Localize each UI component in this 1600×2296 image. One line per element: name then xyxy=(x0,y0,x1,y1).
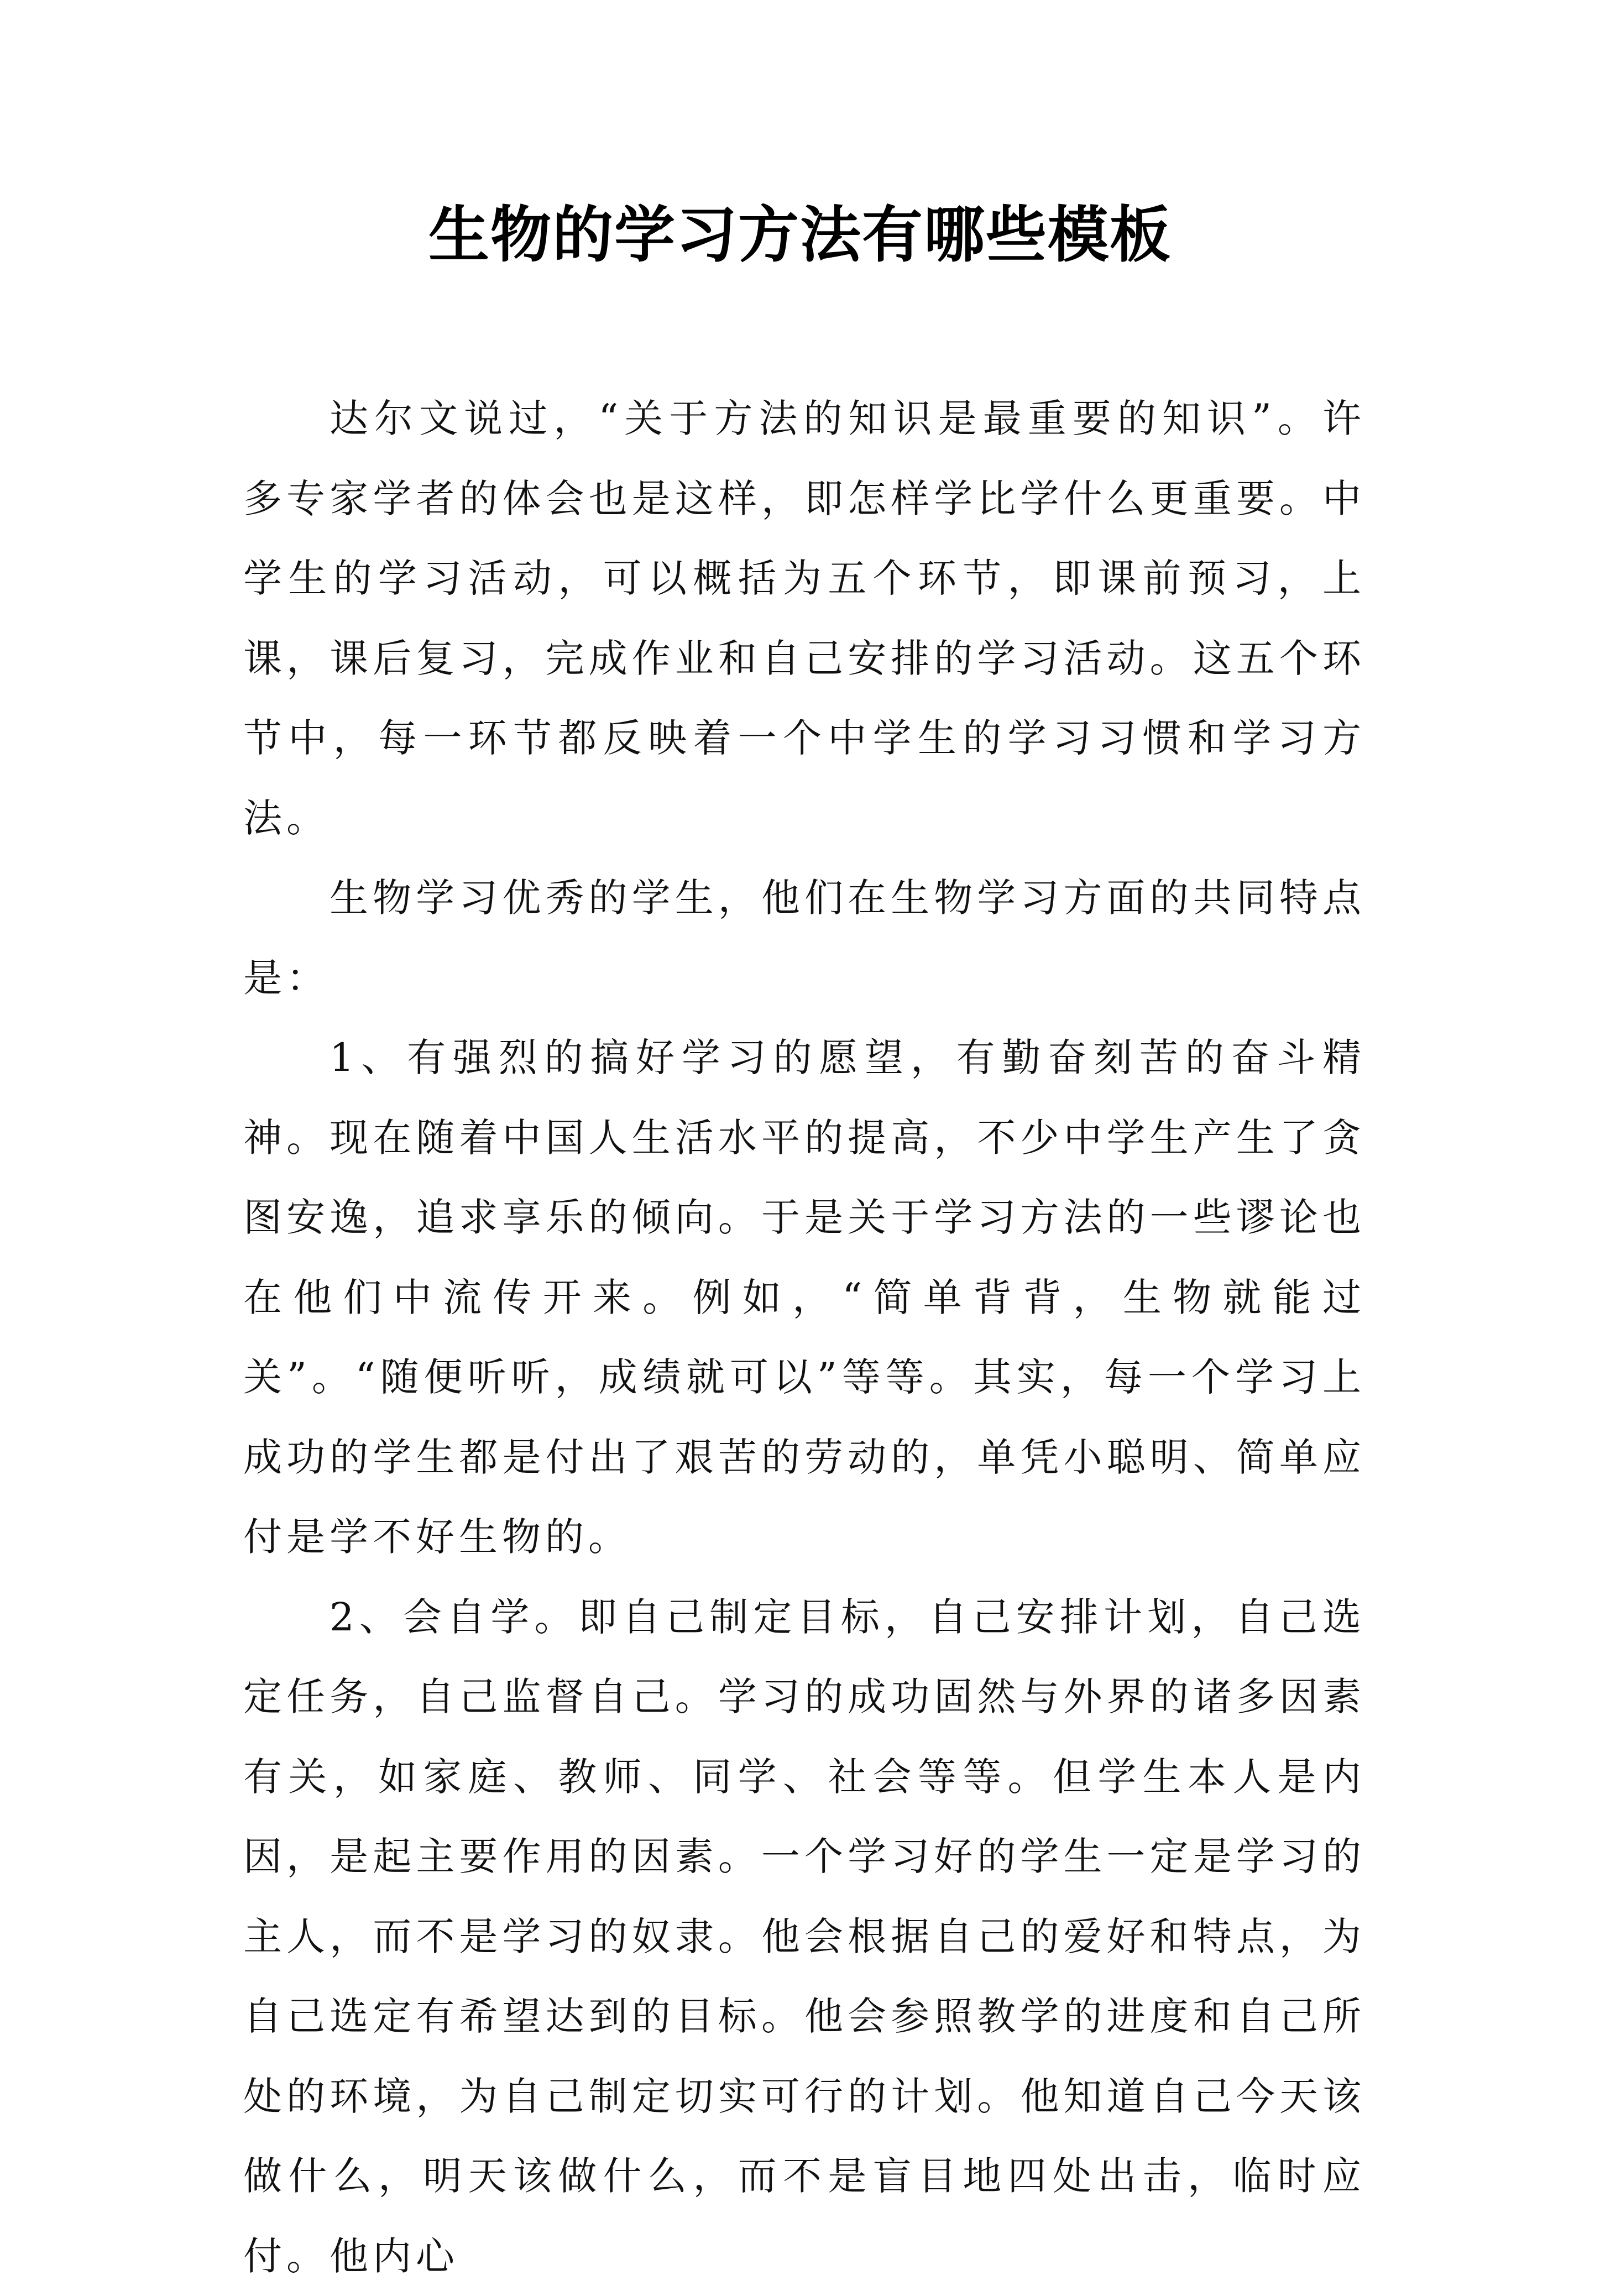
paragraph-common-traits: 生物学习优秀的学生，他们在生物学习方面的共同特点是： xyxy=(243,858,1366,1018)
document-title: 生物的学习方法有哪些模板 xyxy=(0,199,1600,271)
paragraph-point-2: 2、会自学。即自己制定目标，自己安排计划，自己选定任务，自己监督自己。学习的成功固然与外界的诸多因素有关，如家庭、教师、同学、社会等等。但学生本人是内因，是起主要作用的因素。一个学习好的学生一定是学习的主人，而不是学习的奴隶。他会根据自己的爱好和特点，为自己选定有希望达到的目标。他会参照教学的进度和自己所处的环境，为自己制定切实可行的计划。他知道自己今天该做什么，明天该做什么，而不是盲目地四处出击，临时应付。他内心 xyxy=(243,1577,1366,2296)
document-body xyxy=(243,379,1366,2296)
paragraph-intro: 达尔文说过，“关于方法的知识是最重要的知识”。许多专家学者的体会也是这样，即怎样学比学什么更重要。中学生的学习活动，可以概括为五个环节，即课前预习，上课，课后复习，完成作业和自己安排的学习活动。这五个环节中，每一环节都反映着一个中学生的学习习惯和学习方法。 xyxy=(243,379,1366,858)
paragraph-point-1: 1、有强烈的搞好学习的愿望，有勤奋刻苦的奋斗精神。现在随着中国人生活水平的提高，不少中学生产生了贪图安逸，追求享乐的倾向。于是关于学习方法的一些谬论也在他们中流传开来。例如，“简单背背，生物就能过关”。“随便听听，成绩就可以”等等。其实，每一个学习上成功的学生都是付出了艰苦的劳动的，单凭小聪明、简单应付是学不好生物的。 xyxy=(243,1018,1366,1577)
